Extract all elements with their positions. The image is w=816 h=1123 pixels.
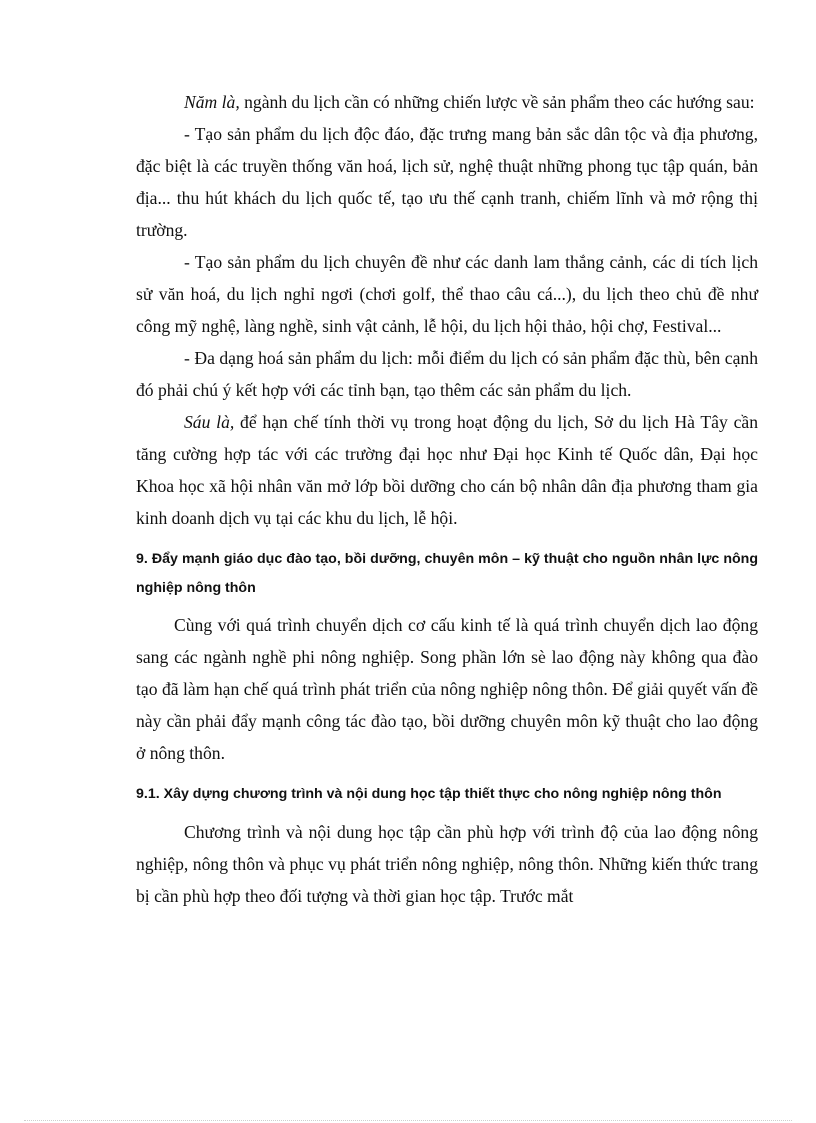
paragraph-lead-nam-la: Năm là,: [184, 92, 240, 112]
paragraph-body-sau-la: để hạn chế tính thời vụ trong hoạt động du lịch, Sở du lịch Hà Tây cần tăng cường hợp tác với các trường đại học như Đại học Kinh tế Quốc dân, Đại học Khoa học xã hội nhân văn mở lớp bồi dưỡng cho cán bộ nhân dân địa phương tham gia kinh doanh dịch vụ tại các khu du lịch, lễ hội.: [136, 412, 758, 528]
bullet-item-2: - Tạo sản phẩm du lịch chuyên đề như các danh lam thắng cảnh, các di tích lịch sử văn hoá, du lịch nghỉ ngơi (chơi golf, thể thao câu cá...), du lịch theo chủ đề như công mỹ nghệ, làng nghề, sinh vật cảnh, lễ hội, du lịch hội thảo, hội chợ, Festival...: [136, 252, 758, 336]
section-9-1-paragraph: Chương trình và nội dung học tập cần phù hợp với trình độ của lao động nông nghiệp, nông thôn và phục vụ phát triển nông nghiệp, nông thôn. Những kiến thức trang bị cần phù hợp theo đối tượng và thời gian học tập. Trước mắt: [136, 822, 758, 906]
bullet-item-3: - Đa dạng hoá sản phẩm du lịch: mỗi điểm du lịch có sản phẩm đặc thù, bên cạnh đó phải chú ý kết hợp với các tỉnh bạn, tạo thêm các sản phẩm du lịch.: [136, 348, 758, 400]
paragraph-nam-la: [136, 86, 758, 118]
paragraph-lead-sau-la: Sáu là,: [184, 412, 235, 432]
section-9-heading: 9. Đẩy mạnh giáo dục đào tạo, bồi dưỡng, chuyên môn – kỹ thuật cho nguồn nhân lực nông nghiệp nông thôn: [136, 551, 758, 596]
document-page: [136, 86, 758, 912]
section-9-paragraph: Cùng với quá trình chuyển dịch cơ cấu kinh tế là quá trình chuyển dịch lao động sang các ngành nghề phi nông nghiệp. Song phần lớn sè lao động này không qua đào tạo đã làm hạn chế quá trình phát triển của nông nghiệp nông thôn. Để giải quyết vấn đề này cần phải đẩy mạnh công tác đào tạo, bồi dưỡng chuyên môn kỹ thuật cho lao động ở nông thôn.: [136, 615, 758, 763]
paragraph-body-nam-la: ngành du lịch cần có những chiến lược về sản phẩm theo các hướng sau:: [239, 92, 755, 112]
page-bottom-divider: [24, 1120, 792, 1121]
paragraph-sau-la: [136, 406, 758, 534]
section-9-1-heading: 9.1. Xây dựng chương trình và nội dung học tập thiết thực cho nông nghiệp nông thôn: [136, 786, 722, 802]
bullet-item-1: - Tạo sản phẩm du lịch độc đáo, đặc trưng mang bản sắc dân tộc và địa phương, đặc biệt là các truyền thống văn hoá, lịch sử, nghệ thuật những phong tục tập quán, bản địa... thu hút khách du lịch quốc tế, tạo ưu thế cạnh tranh, chiếm lĩnh và mở rộng thị trường.: [136, 124, 758, 240]
